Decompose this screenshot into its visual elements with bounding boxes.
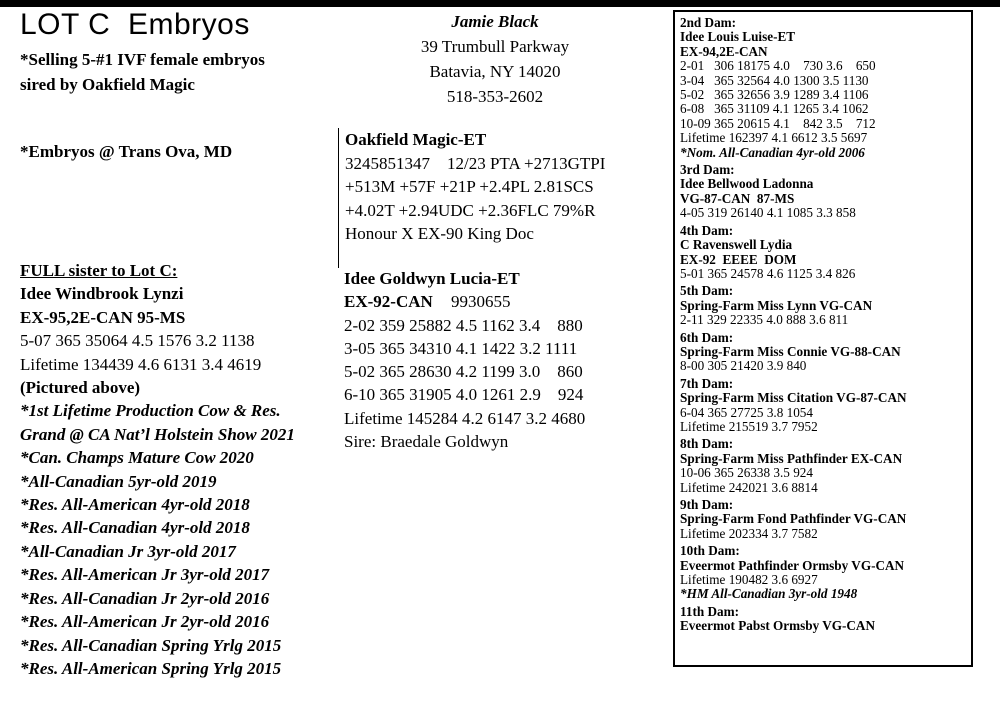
pedigree-dam-title: 10th Dam:: [680, 543, 740, 559]
selling-description: [20, 47, 350, 97]
pedigree-dam-title: 4th Dam:: [680, 222, 734, 238]
pedigree-dam-classification: VG-87-CAN 87-MS: [680, 190, 795, 206]
dam-sire: Sire: Braedale Goldwyn: [344, 432, 509, 452]
dam-name: Idee Goldwyn Lucia-ET: [344, 269, 520, 288]
pedigree-record: 10-06 365 26338 3.5 924: [680, 465, 813, 481]
award-item: *Res. All-American 4yr-old 2018: [20, 495, 250, 515]
pedigree-dam-name: Idee Bellwood Ladonna: [680, 176, 814, 192]
dam-classification: EX-92-CAN: [344, 292, 433, 312]
pedigree-dam-title: 11th Dam:: [680, 603, 739, 619]
dam-class-line: [344, 290, 585, 313]
sire-line: 3245851347 12/23 PTA +2713GTPI: [345, 153, 606, 173]
pedigree-record: 4-05 319 26140 4.1 1085 3.3 858: [680, 205, 856, 221]
pedigree-dam-classification: EX-92 EEEE DOM: [680, 251, 797, 267]
sister-heading: FULL sister to Lot C:: [20, 261, 178, 280]
sister-name: Idee Windbrook Lynzi: [20, 284, 184, 304]
award-item: *1st Lifetime Production Cow & Res.: [20, 401, 281, 421]
contact-info: [395, 9, 595, 109]
sister-lifetime: Lifetime 134439 4.6 6131 3.4 4619: [20, 354, 262, 374]
pedigree-record: 6-08 365 31109 4.1 1265 3.4 1062: [680, 101, 869, 117]
top-rule: [0, 0, 1000, 7]
pedigree-dam-name: Idee Louis Luise-ET: [680, 29, 796, 45]
contact-city: Batavia, NY 14020: [429, 62, 561, 81]
selling-line-2: sired by Oakfield Magic: [20, 75, 195, 94]
dam-record: 6-10 365 31905 4.0 1261 2.9 924: [344, 385, 584, 405]
award-item: Grand @ CA Nat’l Holstein Show 2021: [20, 424, 295, 444]
award-item: *Res. All-American Jr 2yr-old 2016: [20, 612, 270, 632]
pedigree-record: Lifetime 162397 4.1 6612 3.5 5697: [680, 130, 868, 146]
contact-phone: 518-353-2602: [446, 87, 544, 106]
dam-registration: 9930655: [451, 292, 511, 312]
pedigree-record: 6-04 365 27725 3.8 1054: [680, 404, 813, 420]
sire-block: [338, 128, 605, 268]
sister-pictured-note: (Pictured above): [20, 378, 141, 398]
pedigree-dam-9: [680, 498, 971, 541]
pedigree-dam-title: 7th Dam:: [680, 375, 734, 391]
pedigree-dam-11: [680, 605, 971, 634]
pedigree-dam-title: 2nd Dam:: [680, 15, 737, 30]
sire-line: +4.02T +2.94UDC +2.36FLC 79%R: [345, 200, 596, 220]
award-item: *Res. All-Canadian 4yr-old 2018: [20, 518, 250, 538]
pedigree-dam-title: 8th Dam:: [680, 436, 734, 452]
pedigree-record: Lifetime 242021 3.6 8814: [680, 479, 818, 495]
award-item: *Can. Champs Mature Cow 2020: [20, 448, 254, 468]
award-item: *Res. All-American Jr 3yr-old 2017: [20, 565, 270, 585]
embryo-location: *Embryos @ Trans Ova, MD: [20, 142, 233, 161]
lot-title: LOT C Embryos: [20, 8, 250, 41]
pedigree-box: [673, 10, 973, 667]
award-item: *All-Canadian Jr 3yr-old 2017: [20, 541, 236, 561]
contact-name: Jamie Black: [451, 12, 539, 31]
sister-block: [20, 259, 350, 680]
sister-classification: EX-95,2E-CAN 95-MS: [20, 307, 186, 327]
dam-record: 5-02 365 28630 4.2 1199 3.0 860: [344, 362, 583, 382]
pedigree-dam-title: 9th Dam:: [680, 497, 734, 512]
award-item: *All-Canadian 5yr-old 2019: [20, 471, 217, 491]
pedigree-dam-4: [680, 224, 971, 282]
pedigree-note: *Nom. All-Canadian 4yr-old 2006: [680, 144, 865, 160]
pedigree-dam-2: [680, 16, 971, 160]
sister-awards: [20, 399, 350, 680]
pedigree-dam-7: [680, 377, 971, 435]
pedigree-record: 5-01 365 24578 4.6 1125 3.4 826: [680, 265, 856, 281]
pedigree-record: Lifetime 215519 3.7 7952: [680, 418, 818, 434]
pedigree-dam-title: 3rd Dam:: [680, 162, 735, 178]
dam-lifetime: Lifetime 145284 4.2 6147 3.2 4680: [344, 408, 586, 428]
pedigree-dam-name: Spring-Farm Miss Lynn VG-CAN: [680, 297, 873, 313]
pedigree-record: Lifetime 202334 3.7 7582: [680, 525, 818, 541]
pedigree-dam-3: [680, 163, 971, 221]
award-item: *Res. All-Canadian Spring Yrlg 2015: [20, 635, 282, 655]
pedigree-dam-10: [680, 544, 971, 602]
sire-name: Oakfield Magic-ET: [345, 130, 487, 149]
pedigree-record: 3-04 365 32564 4.0 1300 3.5 1130: [680, 72, 869, 88]
award-item: *Res. All-American Spring Yrlg 2015: [20, 658, 282, 678]
pedigree-record: 5-02 365 32656 3.9 1289 3.4 1106: [680, 87, 869, 103]
pedigree-record: 10-09 365 20615 4.1 842 3.5 712: [680, 115, 876, 131]
pedigree-dam-title: 6th Dam:: [680, 329, 734, 345]
sire-line: Honour X EX-90 King Doc: [345, 224, 534, 243]
pedigree-dam-name: Spring-Farm Fond Pathfinder VG-CAN: [680, 511, 907, 527]
dam-record: 3-05 365 34310 4.1 1422 3.2 1111: [344, 338, 578, 358]
pedigree-dam-name: Spring-Farm Miss Pathfinder EX-CAN: [680, 450, 903, 466]
pedigree-record: 2-01 306 18175 4.0 730 3.6 650: [680, 58, 876, 74]
pedigree-dam-8: [680, 437, 971, 495]
pedigree-dam-classification: EX-94,2E-CAN: [680, 43, 768, 59]
pedigree-record: Lifetime 190482 3.6 6927: [680, 572, 818, 588]
sister-record: 5-07 365 35064 4.5 1576 3.2 1138: [20, 331, 255, 351]
selling-line-1: *Selling 5-#1 IVF female embryos: [20, 50, 265, 69]
pedigree-dam-6: [680, 331, 971, 374]
pedigree-record: 2-11 329 22335 4.0 888 3.6 811: [680, 312, 849, 328]
pedigree-dam-name: Eveermot Pathfinder Ormsby VG-CAN: [680, 557, 905, 573]
pedigree-record: 8-00 305 21420 3.9 840: [680, 358, 807, 374]
award-item: *Res. All-Canadian Jr 2yr-old 2016: [20, 588, 270, 608]
pedigree-dam-name: Spring-Farm Miss Connie VG-88-CAN: [680, 343, 901, 359]
pedigree-note: *HM All-Canadian 3yr-old 1948: [680, 586, 858, 602]
pedigree-dam-5: [680, 284, 971, 327]
contact-street: 39 Trumbull Parkway: [420, 37, 570, 56]
pedigree-dam-name: Spring-Farm Miss Citation VG-87-CAN: [680, 390, 907, 406]
pedigree-dam-name: C Ravenswell Lydia: [680, 237, 793, 253]
pedigree-dam-name: Eveermot Pabst Ormsby VG-CAN: [680, 618, 875, 634]
sire-line: +513M +57F +21P +2.4PL 2.81SCS: [345, 177, 594, 196]
pedigree-dam-title: 5th Dam:: [680, 283, 734, 299]
dam-record: 2-02 359 25882 4.5 1162 3.4 880: [344, 315, 583, 335]
dam-block: [344, 267, 585, 453]
